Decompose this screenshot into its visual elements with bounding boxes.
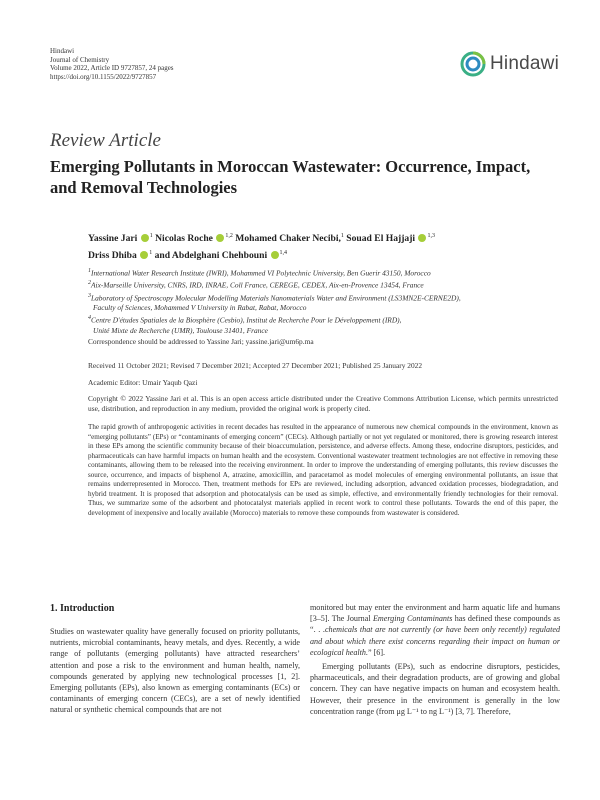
article-type: Review Article: [50, 130, 161, 151]
affiliation-continuation: Unité Mixte de Recherche (UMR), Toulouse 31401, France: [93, 325, 268, 335]
abstract-text: The rapid growth of anthropogenic activities in recent decades has resulted in the appearance of numerous new chemical compounds in the environment, known as “emerging pollutants” (EPs) or “contaminants of emerging concern” (CECs). Although partially or not yet regulated or monitored, there is growing research interest in these EPs among the scientific community because of their bioaccumulation, persistence, and adverse effects. Among these, endocrine disruptors, pesticides, and pharmaceuticals can have harmful impacts on human health and the ecosystem. Conventional wastewater treatment technologies are not effective in removing these contaminants, allowing them to be released into the receiving environment. In order to improve the understanding of emerging pollutants, this review discusses the source, occurrence, and impacts of bisphenol A, atrazine, amoxicillin, and paracetamol as model molecules of emerging environmental pollutants, an issue that remains underrepresented in Morocco. Then, treatment methods for EPs are reviewed, including adsorption, advanced oxidation processes, biodegradation, and hybrid treatment. It is proposed that adsorption and photocatalysis can be used as simple, effective, and environmentally friendly technologies for their removal. Thus, we summarize some of the adsorbent and photocatalyst materials applied in recent work to control these pollutants. Towards the end of this paper, the development of inexpensive and locally available (Morocco) materials to remove these compounds from wastewater is considered.: [88, 423, 558, 517]
journal-info: [50, 47, 174, 81]
author-affiliation-sup: 1: [340, 233, 344, 239]
body-text: has defined these compounds as “. . .: [310, 614, 560, 635]
affiliation-sup: 2: [88, 280, 91, 287]
affiliation-item: [88, 266, 558, 278]
hindawi-logo-text: Hindawi: [490, 53, 559, 74]
paper-title: Emerging Pollutants in Moroccan Wastewater: Occurrence, Impact, and Removal Technologies: [50, 157, 531, 197]
affiliation-item: [88, 313, 558, 325]
orcid-icon[interactable]: [140, 251, 148, 259]
affiliation-text: Centre D'études Spatiales de la Biosphère (Cesbio), Institut de Recherche Pour le Développement (IRD),: [91, 315, 402, 325]
journal-name-italic: Emerging Contaminants: [372, 614, 453, 624]
author-name[interactable]: and Abdelghani Chehbouni: [154, 250, 268, 262]
publisher-name: Hindawi: [50, 47, 75, 55]
author-affiliation-sup: 1: [149, 233, 153, 239]
body-paragraph: Studies on wastewater quality have generally focused on priority pollutants, nutrients, microbial contaminants, heavy metals, and dyes. Recently, a wide range of pollutants (emerging pollutants) have attracted researchers’ attention and pose a risk to the environment and human health, namely, compounds generated by applying new technological processes [1, 2]. Emerging pollutants (EPs), also known as emerging contaminants (ECs) or contaminants of emerging concern (CECs), are a set of newly identified natural or synthetic chemical compounds that are not: [50, 627, 300, 715]
affiliation-text: International Water Research Institute (IWRI), Mohammed VI Polytechnic University, Ben Guerir 43150, Morocco: [91, 268, 431, 278]
affiliation-list: [88, 266, 558, 336]
orcid-icon[interactable]: [271, 251, 279, 259]
affiliation-sup: 3: [88, 292, 91, 299]
author-name[interactable]: Nicolas Roche: [155, 233, 213, 245]
right-column-body: [310, 602, 560, 717]
doi-link[interactable]: https://doi.org/10.1155/2022/9727857: [50, 72, 157, 81]
section-heading: 1. Introduction: [50, 603, 115, 614]
affiliation-continuation: Faculty of Sciences, Mohammed V University in Rabat, Rabat, Morocco: [93, 303, 307, 313]
author-affiliation-sup: 1,3: [427, 233, 435, 239]
publication-dates: Received 11 October 2021; Revised 7 December 2021; Accepted 27 December 2021; Published 25 January 2022: [88, 361, 423, 370]
author-name[interactable]: Yassine Jari: [88, 233, 138, 245]
author-affiliation-sup: 1: [149, 250, 153, 257]
orcid-icon[interactable]: [216, 234, 224, 242]
affiliation-item: [88, 291, 558, 303]
author-affiliation-sup: 1,4: [279, 250, 288, 257]
body-paragraph: Emerging pollutants (EPs), such as endocrine disruptors, pesticides, pharmaceuticals, and their degradation products, are of growing and global concern. They can have negative impacts on human and ecosystem health. However, their presence in the environment is generally in the low concentration range (from μg L⁻¹ to ng L⁻¹) [3, 7]. Therefore,: [310, 662, 560, 716]
body-text: ” [6].: [368, 647, 386, 657]
orcid-icon[interactable]: [141, 234, 149, 242]
author-list: [88, 229, 558, 263]
affiliation-item: [88, 278, 558, 290]
academic-editor: Academic Editor: Umair Yaqub Qazi: [88, 378, 198, 387]
orcid-icon[interactable]: [418, 234, 426, 242]
left-column-body: [50, 626, 300, 716]
author-name[interactable]: Mohamed Chaker Necibi,: [235, 233, 341, 245]
affiliation-sup: 4: [88, 315, 91, 322]
quoted-definition: chemicals that are not currently (or have been only recently) regulated and about which there exist concerns regarding their impact on human or ecological health.: [310, 625, 560, 657]
correspondence: Correspondence should be addressed to Yassine Jari; yassine.jari@um6p.ma: [88, 337, 314, 346]
author-name[interactable]: Driss Dhiba: [88, 250, 137, 262]
affiliation-text: Laboratory of Spectroscopy Molecular Modelling Materials Nanomaterials Water and Environment (LS3MN2E-CERNE2D),: [91, 293, 461, 303]
author-name[interactable]: Souad El Hajjaji: [346, 233, 416, 245]
body-text: monitored but may enter the environment and harm aquatic life and humans [3–5]. The Journal: [310, 603, 560, 624]
affiliation-text: Aix-Marseille University, CNRS, IRD, INRAE, Coll France, CEREGE, CEDEX, Aix-en-Provence 13454, France: [91, 280, 424, 290]
journal-name: Journal of Chemistry: [50, 55, 110, 64]
author-affiliation-sup: 1,2: [225, 233, 233, 239]
affiliation-sup: 1: [88, 268, 91, 274]
volume-info: Volume 2022, Article ID 9727857, 24 pages: [50, 64, 174, 73]
body-paragraph: [310, 602, 560, 658]
hindawi-logo[interactable]: [460, 50, 559, 78]
copyright-notice: Copyright © 2022 Yassine Jari et al. This is an open access article distributed under the Creative Commons Attribution License, which permits unrestricted use, distribution, and reproduction in any medium, provided the original work is properly cited.: [88, 394, 558, 413]
hindawi-logo-icon: [460, 51, 486, 77]
